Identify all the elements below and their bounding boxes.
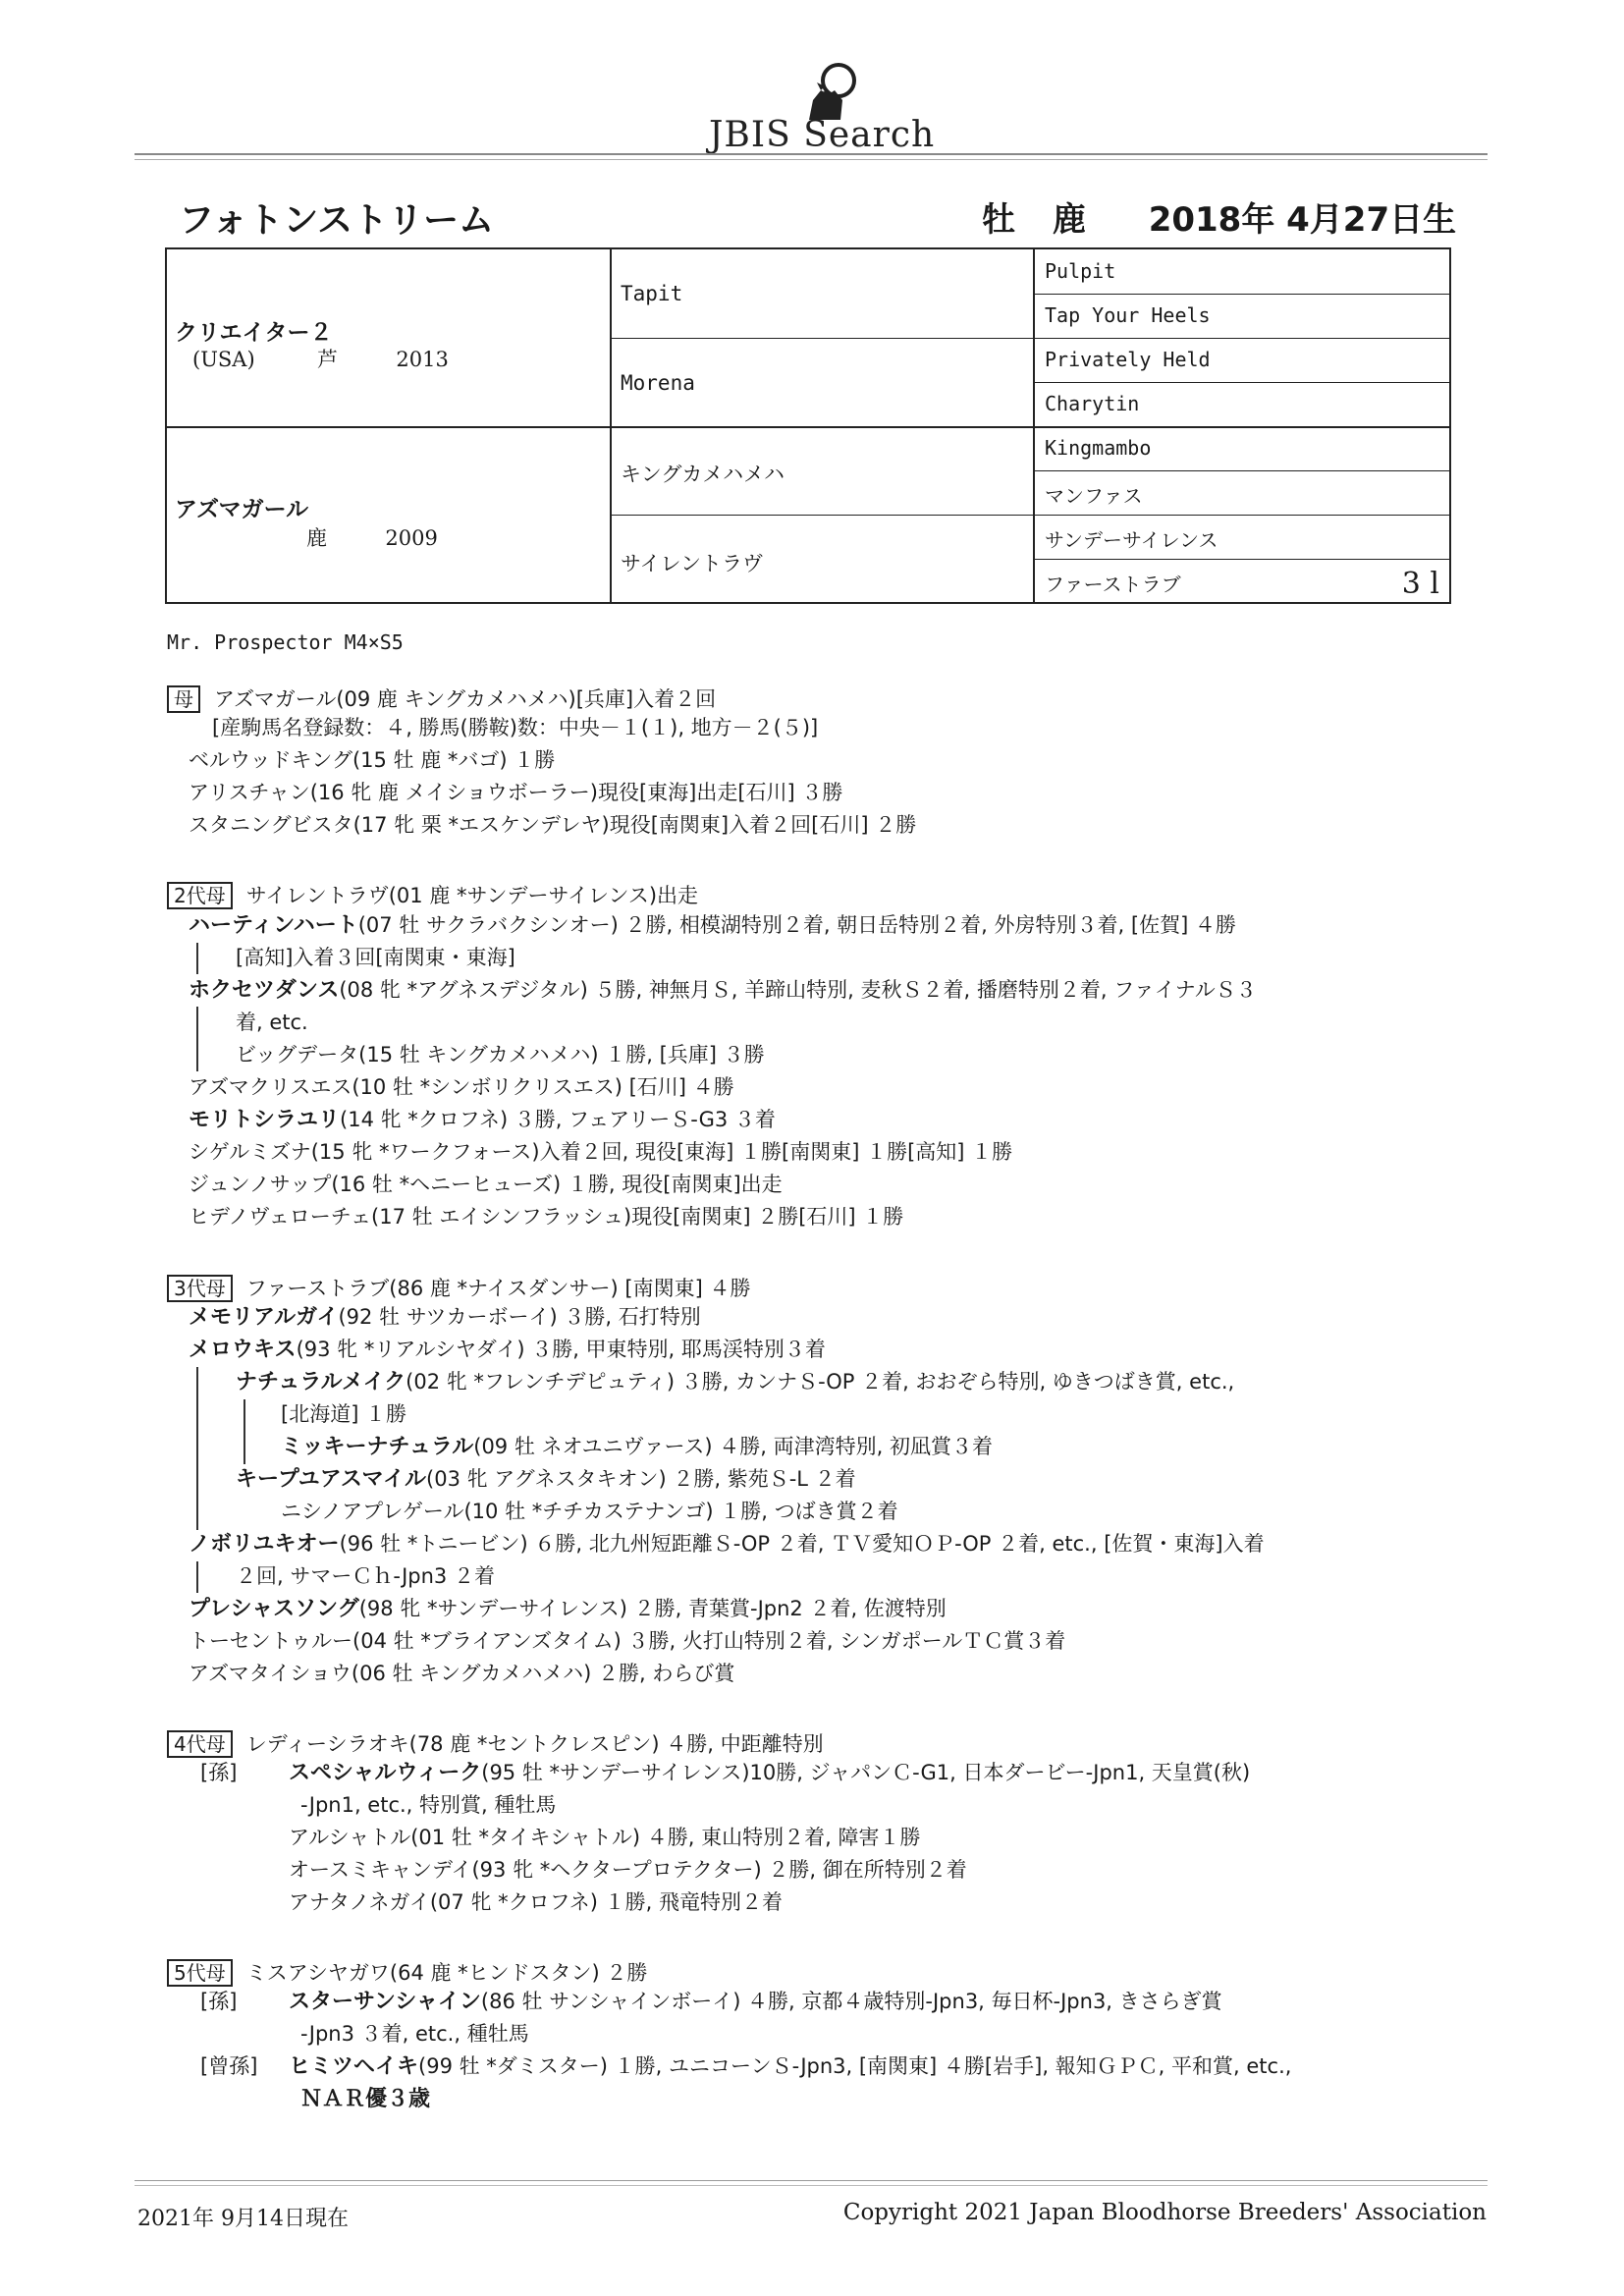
list-item: ハーティンハート(07 牡 サクラバクシンオー) ２勝, 相模湖特別２着, 朝日岳特別２着, 外房特別３着, [佐賀] ４勝: [189, 913, 1236, 938]
list-item: スターサンシャイン(86 牡 サンシャインボーイ) ４勝, 京都４歳特別-Jpn3, 毎日杯-Jpn3, きさらぎ賞: [289, 1990, 1222, 2014]
list-item: スペシャルウィーク(95 牡 *サンデーサイレンス)10勝, ジャパンＣ-G1, 日本ダービー-Jpn1, 天皇賞(秋): [289, 1761, 1251, 1785]
footer-copyright: Copyright 2021 Japan Bloodhorse Breeders' Association: [842, 2200, 1487, 2225]
footer-divider: [135, 2180, 1488, 2181]
ancestor-5[interactable]: Kingmambo: [1045, 436, 1152, 460]
list-item: キープユアスマイル(03 牝 アグネスタキオン) ２勝, 紫苑Ｓ-L ２着: [236, 1467, 856, 1492]
horse-birthdate: 2018年 4月27日生: [1148, 200, 1457, 240]
third-dam-head: 3代母 ファーストラブ(86 鹿 *ナイスダンサー) [南関東] ４勝: [167, 1275, 751, 1302]
list-item: ビッグデータ(15 牡 キングカメハメハ) １勝, [兵庫] ３勝: [236, 1043, 765, 1066]
fifth-dam-tag: 5代母: [167, 1959, 233, 1987]
horse-sex: 牡: [982, 200, 1015, 240]
list-item: モリトシラユリ(14 牝 *クロフネ) ３勝, フェアリーＳ-G3 ３着: [189, 1108, 776, 1132]
list-item: メモリアルガイ(92 牡 サツカーボーイ) ３勝, 石打特別: [189, 1305, 701, 1330]
header-divider-thin: [135, 159, 1488, 160]
list-item: オースミキャンデイ(93 牝 *ヘクタープロテクター) ２勝, 御在所特別２着: [289, 1858, 967, 1882]
sire-name[interactable]: クリエイター２: [175, 320, 333, 346]
header-divider: [135, 153, 1488, 155]
sire-info: (USA) 芦 2013: [192, 348, 449, 371]
footer-date: 2021年 9月14日現在: [137, 2207, 349, 2231]
list-item: アズマクリスエス(10 牡 *シンボリクリスエス) [石川] ４勝: [189, 1075, 734, 1099]
grandsire-paternal[interactable]: Tapit: [621, 282, 683, 305]
granddam-paternal[interactable]: Morena: [621, 371, 695, 395]
relation-label: [孫]: [200, 1990, 238, 2013]
list-item: ２回, サマーＣｈ-Jpn3 ２着: [236, 1564, 495, 1588]
second-dam-tag: 2代母: [167, 882, 233, 909]
fourth-dam-head: 4代母 レディーシラオキ(78 鹿 *セントクレスピン) ４勝, 中距離特別: [167, 1730, 824, 1758]
second-dam-head: 2代母 サイレントラヴ(01 鹿 *サンデーサイレンス)出走: [167, 882, 698, 909]
ancestor-6[interactable]: マンファス: [1045, 484, 1143, 508]
pedigree-table: [165, 247, 1451, 604]
dam-offspring-stats: [産駒馬名登録数：４, 勝馬(勝鞍)数：中央－１(１), 地方－２(５)]: [212, 716, 819, 739]
third-dam-tag: 3代母: [167, 1275, 233, 1302]
list-item: ヒミツヘイキ(99 牡 *ダミスター) １勝, ユニコーンＳ-Jpn3, [南関東] ４勝[岩手], 報知ＧＰＣ, 平和賞, etc.,: [289, 2054, 1292, 2079]
dam-name[interactable]: アズマガール: [175, 497, 309, 522]
dam-tag: 母: [167, 685, 200, 713]
list-item: -Jpn3 ３着, etc., 種牡馬: [300, 2022, 529, 2046]
jbis-logo[interactable]: [709, 61, 964, 155]
list-item: シゲルミズナ(15 牝 *ワークフォース)入着２回, 現役[東海] １勝[南関東] １勝[高知] １勝: [189, 1140, 1013, 1164]
ancestor-3[interactable]: Privately Held: [1045, 348, 1211, 371]
ancestor-1[interactable]: Pulpit: [1045, 259, 1116, 283]
list-item: ミッキーナチュラル(09 牡 ネオユニヴァース) ４勝, 両津湾特別, 初凪賞３着: [281, 1435, 993, 1459]
list-item: アルシャトル(01 牡 *タイキシャトル) ４勝, 東山特別２着, 障害１勝: [289, 1826, 921, 1849]
horse-name: フォトンストリーム: [179, 200, 495, 241]
list-item: ノボリユキオー(96 牡 *トニービン) ６勝, 北九州短距離Ｓ-OP ２着, ＴＶ愛知ＯＰ-OP ２着, etc., [佐賀・東海]入着: [189, 1532, 1265, 1557]
ancestor-2[interactable]: Tap Your Heels: [1045, 303, 1211, 327]
list-item: ホクセツダンス(08 牝 *アグネスデジタル) ５勝, 神無月Ｓ, 羊蹄山特別, 麦秋Ｓ２着, 播磨特別２着, ファイナルＳ３: [189, 978, 1257, 1003]
list-item: ナチュラルメイク(02 牝 *フレンチデピュティ) ３勝, カンナＳ-OP ２着, おおぞら特別, ゆきつばき賞, etc.,: [236, 1370, 1235, 1394]
list-item: ジュンノサップ(16 牡 *ヘニーヒューズ) １勝, 現役[南関東]出走: [189, 1173, 783, 1196]
list-item: ヒデノヴェローチェ(17 牡 エイシンフラッシュ)現役[南関東] ２勝[石川] １勝: [189, 1205, 904, 1229]
horse-color: 鹿: [1052, 200, 1086, 240]
relation-label: [孫]: [200, 1761, 238, 1784]
list-item: [北海道] １勝: [281, 1402, 407, 1426]
inbreeding-note: Mr. Prospector M4×S5: [167, 630, 404, 654]
family-number: 3 l: [1401, 567, 1439, 601]
dam-info: 鹿 2009: [306, 526, 438, 550]
ancestor-4[interactable]: Charytin: [1045, 392, 1140, 415]
list-item: アズマタイショウ(06 牡 キングカメハメハ) ２勝, わらび賞: [189, 1662, 735, 1685]
list-item: ニシノアプレゲール(10 牡 *チチカステナンゴ) １勝, つばき賞２着: [281, 1500, 898, 1523]
dam-section-head: 母 アズマガール(09 鹿 キングカメハメハ)[兵庫]入着２回: [167, 685, 716, 713]
list-item: ＮＡＲ優３歳: [300, 2087, 431, 2111]
list-item: スタニングビスタ(17 牝 栗 *エスケンデレヤ)現役[南関東]入着２回[石川] ２勝: [189, 813, 917, 837]
list-item: [高知]入着３回[南関東・東海]: [236, 946, 515, 969]
fifth-dam-head: 5代母 ミスアシヤガワ(64 鹿 *ヒンドスタン) ２勝: [167, 1959, 647, 1987]
list-item: ベルウッドキング(15 牡 鹿 *バゴ) １勝: [189, 748, 556, 772]
list-item: アリスチャン(16 牝 鹿 メイショウボーラー)現役[東海]出走[石川] ３勝: [189, 781, 843, 804]
fourth-dam-tag: 4代母: [167, 1730, 233, 1758]
ancestor-7[interactable]: サンデーサイレンス: [1045, 528, 1218, 552]
relation-label: [曾孫]: [200, 2054, 258, 2078]
list-item: プレシャスソング(98 牝 *サンデーサイレンス) ２勝, 青葉賞-Jpn2 ２着, 佐渡特別: [189, 1597, 947, 1621]
list-item: メロウキス(93 牝 *リアルシヤダイ) ３勝, 甲東特別, 耶馬渓特別３着: [189, 1338, 826, 1362]
list-item: 着, etc.: [236, 1011, 308, 1034]
horse-attributes: [982, 192, 1456, 241]
ancestor-8[interactable]: ファーストラブ: [1045, 573, 1181, 596]
list-item: -Jpn1, etc., 特別賞, 種牡馬: [300, 1793, 557, 1817]
list-item: トーセントゥルー(04 牡 *ブライアンズタイム) ３勝, 火打山特別２着, シンガポールＴＣ賞３着: [189, 1629, 1066, 1653]
grandsire-maternal[interactable]: キングカメハメハ: [621, 463, 785, 486]
list-item: アナタノネガイ(07 牝 *クロフネ) １勝, 飛竜特別２着: [289, 1890, 783, 1914]
granddam-maternal[interactable]: サイレントラヴ: [621, 552, 764, 575]
footer-divider-thin: [135, 2185, 1488, 2186]
logo-text: JBIS Search: [709, 115, 936, 155]
